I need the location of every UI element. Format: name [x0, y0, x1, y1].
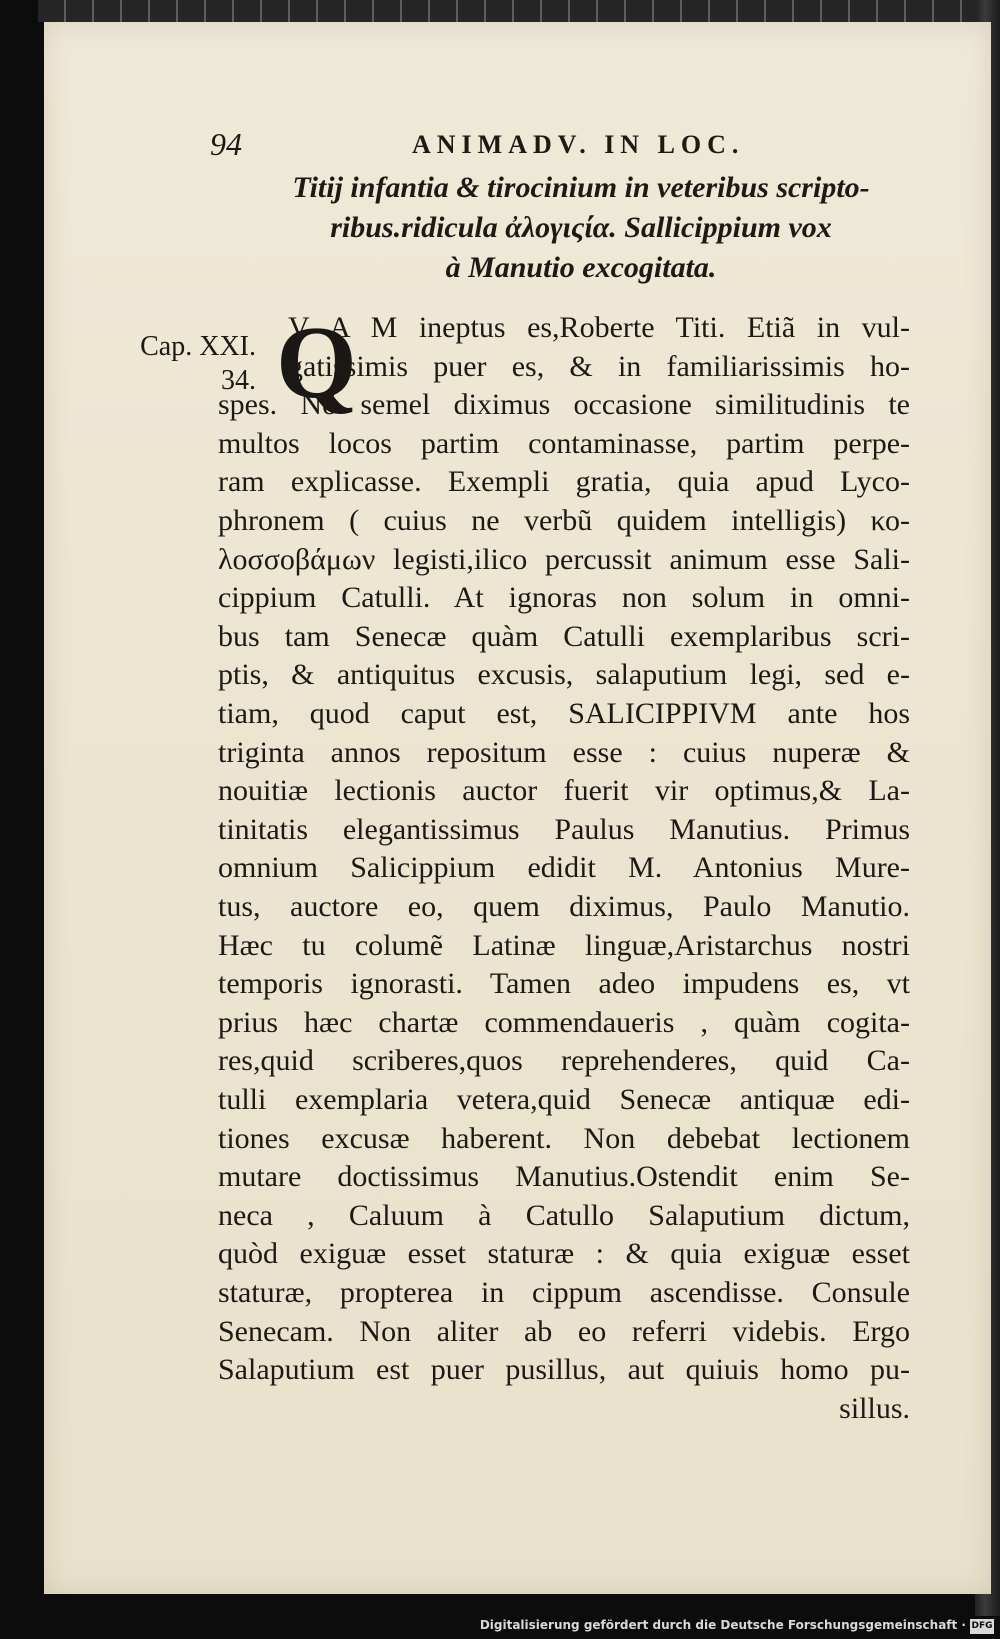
text-line: prius hæc chartæ commendaueris , quàm cogita- [218, 1005, 910, 1039]
text-line: sillus. [839, 1391, 910, 1425]
body-text [44, 22, 991, 1594]
text-line: Senecam. Non aliter ab eo referri videbis. Ergo [218, 1314, 910, 1348]
text-line: V A M ineptus es,Roberte Titi. Etiã in vul- [288, 311, 910, 344]
running-head-title: ANIMADV. IN LOC. [412, 130, 745, 159]
scan-ruler [38, 0, 988, 22]
text-line: res,quid scriberes,quos reprehenderes, quid Ca- [218, 1044, 910, 1078]
summary-line: ribus.ridicula ἀλογιςία. Sallicippium vox [330, 211, 832, 244]
text-line: temporis ignorasti. Tamen adeo impudens es, vt [218, 967, 910, 1001]
text-line: Salaputium est puer pusillus, aut quiuis homo pu- [218, 1353, 910, 1387]
summary-line: à Manutio excogitata. [445, 251, 717, 284]
text-line: quòd exiguæ esset staturæ : & quia exiguæ esset [218, 1237, 910, 1271]
text-line: tinitatis elegantissimus Paulus Manutius. Primus [218, 812, 910, 846]
text-line: mutare doctissimus Manutius.Ostendit enim Se- [218, 1160, 910, 1194]
dfg-logo: DFG [970, 1619, 994, 1634]
text-line: tiones excusæ haberent. Non debebat lectionem [218, 1121, 910, 1155]
text-line: nouitiæ lectionis auctor fuerit vir optimus,& La- [218, 774, 910, 808]
text-line: tus, auctore eo, quem diximus, Paulo Manutio. [218, 890, 910, 923]
text-line: bus tam Senecæ quàm Catulli exemplaribus scri- [218, 619, 910, 653]
text-line: tiam, quod caput est, SALICIPPIVM ante hos [218, 697, 910, 730]
page-number: 94 [210, 126, 242, 162]
text-line: triginta annos repositum esse : cuius nuperæ & [218, 735, 910, 769]
text-line: ptis, & antiquitus excusis, salaputium legi, sed e- [218, 658, 910, 692]
footer-strip [0, 1616, 1000, 1639]
text-line: ram explicasse. Exempli gratia, quia apud Lyco- [218, 465, 910, 499]
drop-cap: Q [276, 305, 357, 420]
text-line: omnium Salicippium edidit M. Antonius Mure- [218, 851, 910, 885]
funding-credit: Digitalisierung gefördert durch die Deutsche Forschungsgemeinschaft · [479, 1618, 966, 1632]
text-line: tulli exemplaria vetera,quid Senecæ antiquæ edi- [218, 1083, 910, 1116]
text-line: Hæc tu columẽ Latinæ linguæ,Aristarchus nostri [218, 928, 910, 962]
text-line: gatissimis puer es, & in familiarissimis ho- [288, 349, 910, 383]
text-line: neca , Caluum à Catullo Salaputium dictum, [218, 1198, 910, 1232]
text-line: spes. Nõ semel diximus occasione similitudinis te [218, 388, 910, 422]
text-line: multos locos partim contaminasse, partim perpe- [218, 426, 910, 460]
text-line: phronem ( cuius ne verbũ quidem intelligis) κο- [218, 504, 910, 537]
book-page [44, 22, 991, 1594]
margin-note-number: 34. [221, 365, 256, 396]
summary-line: Titij infantia & tirocinium in veteribus scripto- [292, 171, 870, 204]
margin-note-chapter: Cap. XXI. [140, 331, 256, 362]
text-line: cippium Catulli. At ignoras non solum in omni- [218, 581, 910, 615]
text-line: λοσσοβάμων legisti,ilico percussit animum esse Sali- [218, 542, 910, 576]
text-line: staturæ, propterea in cippum ascendisse. Consule [218, 1276, 910, 1309]
